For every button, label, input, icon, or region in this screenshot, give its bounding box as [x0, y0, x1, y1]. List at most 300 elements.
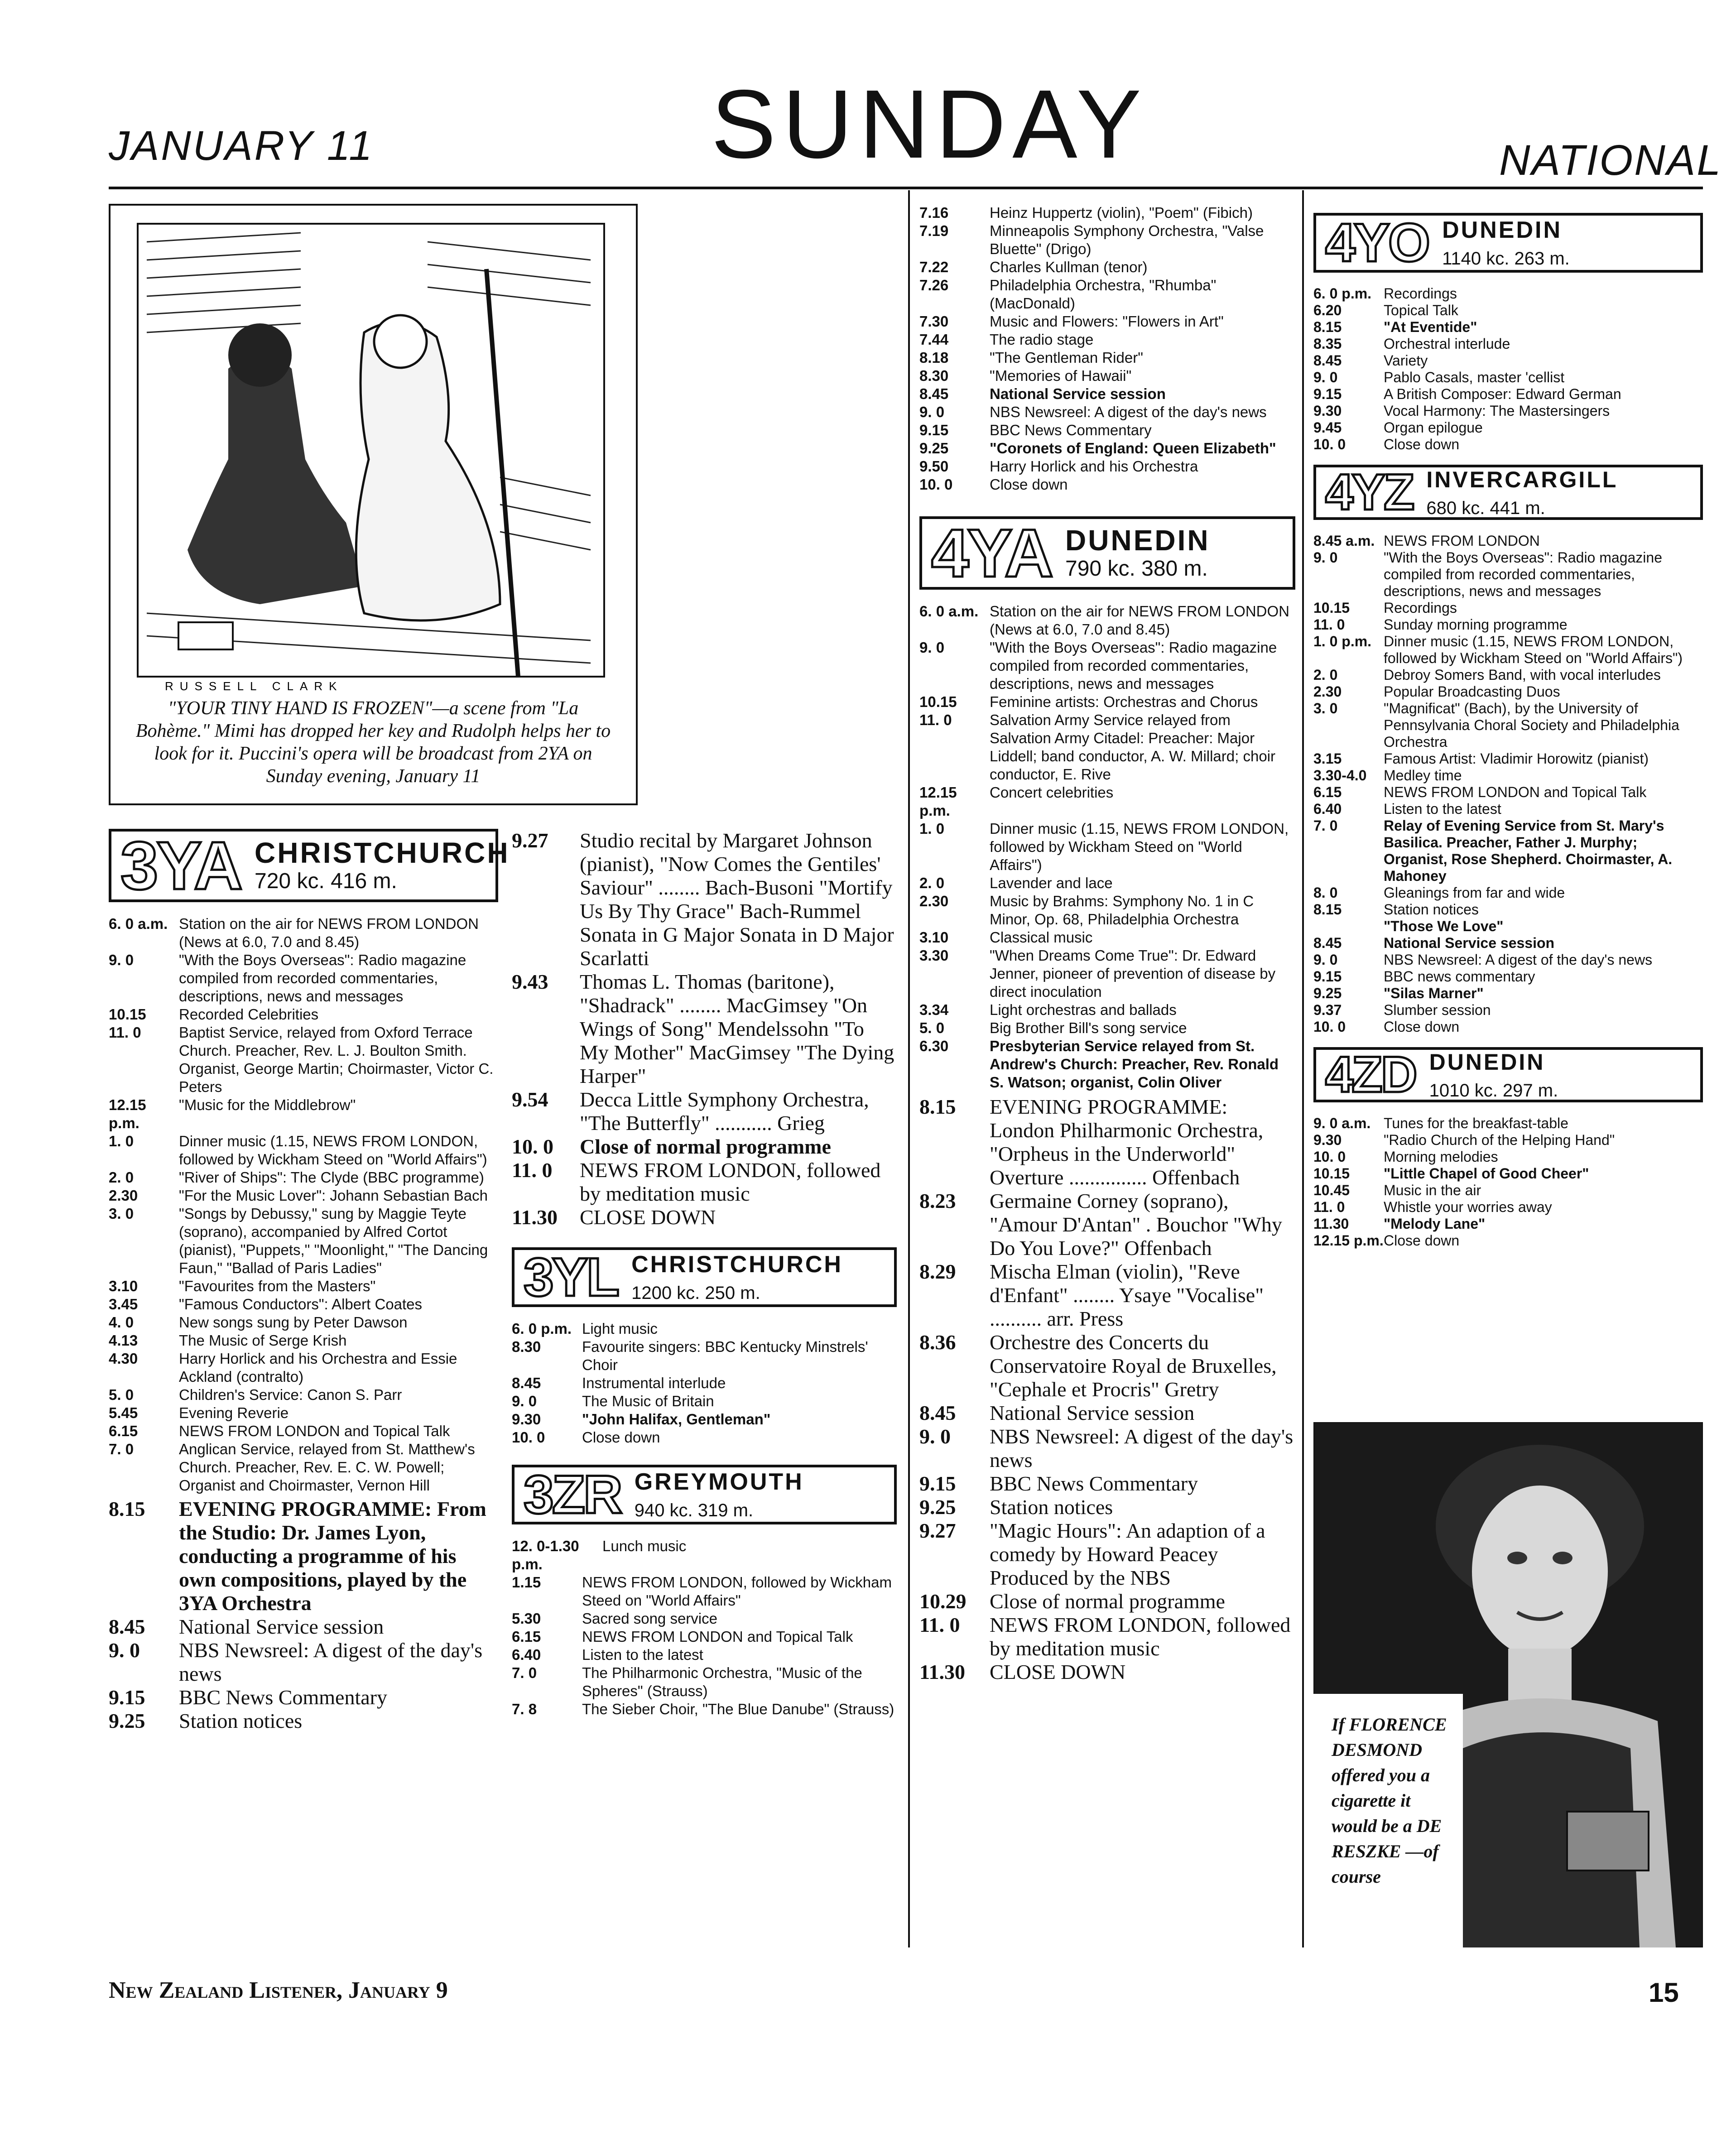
station-box-4yz — [1313, 465, 1703, 520]
station-name: DUNEDIN — [1065, 524, 1210, 557]
entry-text: Vocal Harmony: The Mastersingers — [1384, 403, 1610, 419]
schedule-entry — [109, 1497, 498, 1615]
schedule-entry — [1313, 436, 1703, 453]
entry-time: 9.15 — [1313, 968, 1342, 985]
schedule-entry — [1313, 352, 1703, 369]
entry-text: Listen to the latest — [1384, 801, 1501, 817]
page-day-title: SUNDAY — [711, 69, 1148, 178]
entry-time: 6.15 — [109, 1423, 138, 1439]
entry-time: 4.13 — [109, 1332, 138, 1349]
station-callsign: 3ZR — [524, 1464, 621, 1525]
entry-text: National Service session — [990, 385, 1166, 402]
entry-text: Recordings — [1384, 600, 1457, 616]
entry-text: Music in the air — [1384, 1182, 1481, 1198]
entry-time: 2. 0 — [919, 875, 945, 891]
schedule-entry — [512, 1573, 897, 1610]
entry-time: 9. 0 — [919, 404, 945, 420]
entry-time: 9.27 — [919, 1519, 956, 1542]
schedule-list — [512, 1320, 897, 1447]
schedule-entry — [109, 1709, 498, 1733]
entry-time: 9.43 — [512, 970, 548, 993]
entry-time: 1. 0 p.m. — [1313, 633, 1372, 649]
entry-text: NEWS FROM LONDON, followed by Wickham Steed on "World Affairs" — [582, 1574, 892, 1609]
schedule-entry — [512, 1320, 897, 1338]
entry-time: 9.45 — [1313, 419, 1342, 436]
station-frequency: 1200 kc. 250 m. — [631, 1283, 760, 1303]
entry-text: EVENING PROGRAMME: From the Studio: Dr. James Lyon, conducting a programme of his own compositions, played by the 3YA Orchestra — [179, 1497, 486, 1615]
entry-text: Lunch music — [602, 1538, 687, 1554]
entry-time: 3.10 — [109, 1278, 138, 1294]
caption-title: "YOUR TINY HAND IS FROZEN" — [168, 698, 433, 719]
schedule-entry — [1313, 616, 1703, 633]
schedule-entry — [109, 1277, 498, 1295]
entry-text: "Little Chapel of Good Cheer" — [1384, 1165, 1589, 1182]
schedule-entry — [1313, 952, 1703, 968]
schedule-entry — [109, 1313, 498, 1332]
entry-text: Organ epilogue — [1384, 419, 1483, 436]
entry-text: Debroy Somers Band, with vocal interludes — [1384, 667, 1661, 683]
entry-text: NBS Newsreel: A digest of the day's news — [179, 1639, 483, 1685]
entry-time: 6. 0 a.m. — [109, 915, 168, 932]
schedule-entry — [512, 1700, 897, 1718]
entry-text: "Memories of Hawaii" — [990, 367, 1132, 384]
entry-text: Feminine artists: Orchestras and Chorus — [990, 693, 1258, 710]
schedule-entry — [109, 1168, 498, 1187]
schedule-entry — [919, 1660, 1295, 1684]
schedule-entry — [109, 1295, 498, 1313]
entry-time: 6.30 — [919, 1038, 949, 1054]
schedule-entry — [919, 385, 1295, 403]
entry-time: 8.15 — [109, 1497, 145, 1520]
schedule-entry — [1313, 683, 1703, 700]
entry-text: Big Brother Bill's song service — [990, 1019, 1187, 1036]
entry-time: 3.34 — [919, 1001, 949, 1018]
station-name: DUNEDIN — [1442, 217, 1563, 243]
schedule-entry — [919, 476, 1295, 494]
schedule-entry — [1313, 336, 1703, 352]
entry-text: Gleanings from far and wide — [1384, 885, 1565, 901]
schedule-entry — [919, 874, 1295, 892]
edition-label: NATIONAL — [1499, 136, 1722, 184]
schedule-entry — [1313, 403, 1703, 419]
entry-text: Station notices — [990, 1495, 1113, 1519]
schedule-entry — [1313, 1115, 1703, 1132]
illustration-caption — [111, 697, 636, 788]
entry-time: 8.18 — [919, 349, 949, 366]
station-name: INVERCARGILL — [1426, 467, 1618, 492]
entry-text: Dinner music (1.15, NEWS FROM LONDON, followed by Wickham Steed on "World Affairs") — [1384, 633, 1683, 666]
schedule-entry — [919, 1260, 1295, 1331]
entry-text: Thomas L. Thomas (baritone), "Shadrack" ........ MacGimsey "On Wings of Song" Mendelssohn "To My Mother" MacGimsey "The Dying Harper" — [580, 970, 894, 1087]
entry-time: 11. 0 — [1313, 1199, 1345, 1215]
station-name: CHRISTCHURCH — [631, 1251, 843, 1278]
schedule-entry — [109, 1332, 498, 1350]
entry-text: The Philharmonic Orchestra, "Music of the Spheres" (Strauss) — [582, 1664, 862, 1699]
entry-time: 2.30 — [109, 1187, 138, 1204]
entry-time: 7.30 — [919, 313, 949, 330]
entry-text: "At Eventide" — [1384, 319, 1477, 335]
entry-text: Light orchestras and ballads — [990, 1001, 1177, 1018]
schedule-entry — [512, 1374, 897, 1392]
entry-time: 11.30 — [512, 1206, 558, 1229]
schedule-entry — [512, 1338, 897, 1374]
schedule-list — [1313, 1115, 1703, 1249]
entry-text: NEWS FROM LONDON, followed by meditation music — [990, 1613, 1291, 1660]
schedule-entry — [1313, 885, 1703, 901]
schedule-entry — [109, 1024, 498, 1096]
schedule-entry — [919, 892, 1295, 928]
schedule-list — [512, 1537, 897, 1718]
entry-text: The Sieber Choir, "The Blue Danube" (Strauss) — [582, 1701, 894, 1717]
entry-time: 10.15 — [919, 693, 957, 710]
entry-time: 6.15 — [512, 1628, 541, 1645]
entry-text: NBS Newsreel: A digest of the day's news — [1384, 952, 1653, 968]
schedule-entry — [919, 331, 1295, 349]
entry-text: Baptist Service, relayed from Oxford Terrace Church. Preacher, Rev. L. J. Boulton Smith. Organist, George Martin; Choirmaster, Victor C. Peters — [179, 1024, 494, 1095]
column-3ya — [109, 827, 510, 1733]
entry-text: Recordings — [1384, 285, 1457, 302]
schedule-entry — [512, 1646, 897, 1664]
entry-time: 6.20 — [1313, 302, 1342, 318]
schedule-entry — [919, 457, 1295, 476]
entry-text: Instrumental interlude — [582, 1375, 726, 1391]
entry-time: 3. 0 — [1313, 700, 1338, 716]
entry-text: "Coronets of England: Queen Elizabeth" — [990, 440, 1276, 457]
schedule-entry — [1313, 1149, 1703, 1165]
entry-time: 2. 0 — [109, 1169, 134, 1186]
schedule-entry — [1313, 1165, 1703, 1182]
entry-time: 9. 0 — [512, 1393, 537, 1409]
entry-text: Pablo Casals, master 'cellist — [1384, 369, 1565, 385]
entry-time: 8.45 — [1313, 352, 1342, 369]
station-frequency: 1140 kc. 263 m. — [1442, 249, 1570, 269]
entry-text: Close down — [1384, 1232, 1460, 1249]
entry-time: 8.45 — [919, 385, 949, 402]
3ya-continued-list — [512, 829, 897, 1229]
entry-time: 8.30 — [919, 367, 949, 384]
schedule-entry — [1313, 319, 1703, 336]
entry-time: 7.26 — [919, 277, 949, 293]
entry-time: 8.15 — [1313, 901, 1342, 918]
entry-text: "Those We Love" — [1384, 918, 1504, 934]
entry-text: Morning melodies — [1384, 1149, 1498, 1165]
entry-text: BBC News Commentary — [990, 1472, 1198, 1495]
schedule-entry — [1313, 968, 1703, 985]
entry-text: "Music for the Middlebrow" — [179, 1096, 356, 1113]
entry-text: Orchestral interlude — [1384, 336, 1510, 352]
schedule-entry — [1313, 667, 1703, 683]
entry-text: Light music — [582, 1320, 658, 1337]
entry-text: Station on the air for NEWS FROM LONDON (News at 6.0, 7.0 and 8.45) — [990, 603, 1290, 638]
entry-time: 11. 0 — [919, 712, 952, 728]
schedule-entry — [919, 1519, 1295, 1590]
entry-time: 9.25 — [919, 1495, 956, 1519]
entry-text: Dinner music (1.15, NEWS FROM LONDON, followed by Wickham Steed on "World Affairs") — [179, 1133, 487, 1168]
entry-time: 9. 0 — [1313, 549, 1338, 566]
schedule-entry — [1313, 285, 1703, 302]
schedule-entry — [512, 1206, 897, 1229]
entry-text: CLOSE DOWN — [580, 1206, 716, 1229]
entry-text: Studio recital by Margaret Johnson (pianist), "Now Comes the Gentiles' Saviour" ........ Bach-Busoni "Mortify Us By Thy Grace" Bach-Rummel Sonata in G Major Sonata in D Major Scarlatti — [580, 829, 894, 970]
entry-text: NEWS FROM LONDON and Topical Talk — [582, 1628, 853, 1645]
artist-signature: RUSSELL CLARK — [165, 679, 343, 693]
cigarette-advert — [1313, 1422, 1703, 1947]
entry-text: Close down — [990, 476, 1068, 493]
schedule-entry — [919, 1331, 1295, 1401]
entry-text: "The Gentleman Rider" — [990, 349, 1143, 366]
entry-time: 10. 0 — [512, 1135, 553, 1158]
entry-text: BBC News Commentary — [179, 1686, 387, 1709]
entry-text: Relay of Evening Service from St. Mary's Basilica. Preacher, Father J. Murphy; Organist, Rose Shepherd. Choirmaster, A. Mahoney — [1384, 817, 1673, 884]
entry-text: "River of Ships": The Clyde (BBC programme) — [179, 1169, 484, 1186]
schedule-entry — [919, 1095, 1295, 1189]
schedule-entry — [919, 602, 1295, 639]
entry-time: 9. 0 — [919, 639, 945, 656]
entry-time: 8.45 — [109, 1615, 145, 1638]
schedule-entry — [919, 439, 1295, 457]
entry-text: Children's Service: Canon S. Parr — [179, 1386, 402, 1403]
entry-time: 10.15 — [1313, 1165, 1350, 1182]
schedule-entry — [109, 1386, 498, 1404]
schedule-entry — [919, 1590, 1295, 1613]
entry-time: 9.25 — [109, 1709, 145, 1732]
schedule-entry — [1313, 302, 1703, 319]
entry-time: 12. 0-1.30 p.m. — [512, 1538, 579, 1572]
entry-time: 7. 8 — [512, 1701, 537, 1717]
entry-text: National Service session — [1384, 935, 1555, 951]
schedule-entry — [1313, 1182, 1703, 1199]
entry-time: 6. 0 p.m. — [512, 1320, 572, 1337]
entry-text: "John Halifax, Gentleman" — [582, 1411, 771, 1428]
entry-text: Music by Brahms: Symphony No. 1 in C Minor, Op. 68, Philadelphia Orchestra — [990, 893, 1254, 928]
entry-text: "Silas Marner" — [1384, 985, 1484, 1001]
3zr-continued-list — [919, 204, 1295, 494]
entry-text: Close down — [1384, 1019, 1460, 1035]
entry-text: NEWS FROM LONDON and Topical Talk — [1384, 784, 1647, 800]
entry-text: The radio stage — [990, 331, 1094, 348]
schedule-entry — [919, 258, 1295, 276]
schedule-entry — [512, 1664, 897, 1700]
entry-text: Mischa Elman (violin), "Reve d'Enfant" ........ Ysaye "Vocalise" .......... arr. Press — [990, 1260, 1264, 1330]
entry-text: NBS Newsreel: A digest of the day's news — [990, 1425, 1294, 1471]
station-callsign: 4YO — [1325, 212, 1429, 273]
header-rule — [109, 187, 1703, 189]
entry-time: 8.45 a.m. — [1313, 533, 1375, 549]
entry-text: Heinz Huppertz (violin), "Poem" (Fibich) — [990, 204, 1253, 221]
entry-text: Harry Horlick and his Orchestra and Essie Ackland (contralto) — [179, 1350, 457, 1385]
entry-time: 5.30 — [512, 1610, 541, 1627]
entry-time: 10.15 — [1313, 600, 1350, 616]
entry-text: NBS Newsreel: A digest of the day's news — [990, 404, 1267, 420]
entry-time: 9. 0 — [919, 1425, 951, 1448]
schedule-entry — [109, 1422, 498, 1440]
entry-time: 8. 0 — [1313, 885, 1338, 901]
entry-time: 8.15 — [919, 1095, 956, 1118]
entry-time: 9. 0 — [109, 952, 134, 968]
schedule-entry — [1313, 633, 1703, 667]
entry-text: Close of normal programme — [580, 1135, 831, 1158]
entry-text: The Music of Britain — [582, 1393, 714, 1409]
schedule-entry — [1313, 700, 1703, 750]
schedule-entry — [109, 951, 498, 1005]
schedule-list — [919, 602, 1295, 1091]
schedule-entry — [1313, 767, 1703, 784]
entry-text: NEWS FROM LONDON — [1384, 533, 1540, 549]
station-name: CHRISTCHURCH — [255, 837, 510, 869]
schedule-entry — [919, 1037, 1295, 1091]
entry-time: 8.15 — [1313, 319, 1342, 335]
opera-scene-drawing — [111, 206, 632, 695]
entry-time: 9. 0 — [1313, 952, 1338, 968]
entry-text: "Melody Lane" — [1384, 1216, 1486, 1232]
schedule-entry — [1313, 985, 1703, 1002]
schedule-entry — [919, 693, 1295, 711]
issue-date: JANUARY 11 — [109, 123, 374, 169]
entry-time: 11.30 — [1313, 1216, 1349, 1232]
entry-time: 11. 0 — [109, 1024, 141, 1041]
schedule-entry — [919, 784, 1295, 820]
station-callsign: 4ZD — [1325, 1046, 1416, 1103]
schedule-entry — [919, 403, 1295, 421]
entry-text: Anglican Service, relayed from St. Matthew's Church. Preacher, Rev. E. C. W. Powell; Organist and Choirmaster, Vernon Hill — [179, 1441, 475, 1494]
caption-body: —a scene from "La Bohème." Mimi has dropped her key and Rudolph helps her to look for it. Puccini's opera will be broadcast from 2YA on Sunday evening, January 11 — [135, 698, 611, 787]
schedule-entry — [512, 1610, 897, 1628]
entry-time: 8.45 — [1313, 935, 1342, 951]
entry-text: Tunes for the breakfast-table — [1384, 1115, 1568, 1131]
page-number: 15 — [1649, 1977, 1679, 2008]
entry-time: 9.15 — [919, 1472, 956, 1495]
schedule-entry — [919, 711, 1295, 784]
entry-time: 7.16 — [919, 204, 949, 221]
entry-text: Favourite singers: BBC Kentucky Minstrels' Choir — [582, 1338, 868, 1373]
entry-text: National Service session — [990, 1401, 1195, 1424]
entry-time: 9.30 — [1313, 1132, 1342, 1148]
entry-time: 11. 0 — [512, 1159, 553, 1182]
schedule-entry — [512, 1410, 897, 1428]
entry-time: 9.30 — [1313, 403, 1342, 419]
schedule-entry — [919, 204, 1295, 222]
schedule-entry — [109, 1005, 498, 1024]
schedule-entry — [919, 276, 1295, 313]
station-callsign: 3YA — [120, 827, 241, 904]
entry-text: Music and Flowers: "Flowers in Art" — [990, 313, 1224, 330]
column-3 — [919, 204, 1295, 1684]
station-name: DUNEDIN — [1429, 1049, 1545, 1075]
schedule-entry — [919, 820, 1295, 874]
entry-time: 7.44 — [919, 331, 949, 348]
entry-text: Station notices — [179, 1709, 303, 1732]
schedule-entry — [512, 1628, 897, 1646]
schedule-entry — [919, 1189, 1295, 1260]
entry-time: 10.45 — [1313, 1182, 1350, 1198]
entry-time: 3.30-4.0 — [1313, 767, 1367, 784]
entry-time: 9.25 — [919, 440, 949, 457]
station-frequency: 680 kc. 441 m. — [1426, 498, 1545, 518]
schedule-list — [109, 915, 498, 1495]
entry-time: 8.35 — [1313, 336, 1342, 352]
entry-text: Popular Broadcasting Duos — [1384, 683, 1560, 700]
entry-time: 2.30 — [919, 893, 949, 909]
entry-text: Variety — [1384, 352, 1428, 369]
schedule-entry — [512, 1159, 897, 1206]
entry-time — [1313, 918, 1384, 935]
entry-time: 3.45 — [109, 1296, 138, 1313]
entry-text: "Magic Hours": An adaption of a comedy by Howard Peacey Produced by the NBS — [990, 1519, 1265, 1589]
entry-time: 8.23 — [919, 1189, 956, 1212]
entry-time: 11. 0 — [919, 1613, 960, 1636]
entry-text: Presbyterian Service relayed from St. Andrew's Church: Preacher, Rev. Ronald S. Watson; organist, Colin Oliver — [990, 1038, 1279, 1091]
entry-time: 10.15 — [109, 1006, 146, 1023]
entry-time: 7.19 — [919, 222, 949, 239]
schedule-entry — [1313, 1132, 1703, 1149]
entry-time: 1. 0 — [919, 820, 945, 837]
entry-time: 10.29 — [919, 1590, 967, 1613]
schedule-entry — [109, 1350, 498, 1386]
station-callsign: 4YA — [931, 515, 1052, 591]
opera-illustration — [109, 204, 638, 805]
evening-programme-list — [109, 1497, 498, 1733]
entry-text: Dinner music (1.15, NEWS FROM LONDON, followed by Wickham Steed on "World Affairs") — [990, 820, 1289, 873]
evening-programme-list — [919, 1095, 1295, 1684]
entry-time: 5. 0 — [109, 1386, 134, 1403]
entry-text: "Songs by Debussy," sung by Maggie Teyte (soprano), accompanied by Alfred Cortot (pianist), "Puppets," "Moonlight," "The Dancing Faun," "Ballad of Paris Ladies" — [179, 1205, 488, 1276]
entry-text: "For the Music Lover": Johann Sebastian Bach — [179, 1187, 488, 1204]
schedule-entry — [109, 1615, 498, 1639]
schedule-entry — [109, 1205, 498, 1277]
entry-text: Famous Artist: Vladimir Horowitz (pianist) — [1384, 750, 1649, 767]
entry-time: 3.30 — [919, 947, 949, 964]
schedule-entry — [1313, 750, 1703, 767]
entry-text: "With the Boys Overseas": Radio magazine compiled from recorded commentaries, descriptions, news and messages — [990, 639, 1277, 692]
schedule-entry — [1313, 386, 1703, 403]
schedule-entry — [919, 313, 1295, 331]
entry-time: 5. 0 — [919, 1019, 945, 1036]
schedule-entry — [919, 639, 1295, 693]
entry-text: Sacred song service — [582, 1610, 717, 1627]
entry-text: Evening Reverie — [179, 1404, 289, 1421]
schedule-entry — [109, 1404, 498, 1422]
entry-time: 3.15 — [1313, 750, 1342, 767]
schedule-entry — [1313, 369, 1703, 386]
schedule-entry — [1313, 918, 1703, 935]
station-frequency: 1010 kc. 297 m. — [1429, 1081, 1558, 1101]
schedule-entry — [109, 1187, 498, 1205]
station-frequency: 790 kc. 380 m. — [1065, 557, 1208, 581]
schedule-entry — [512, 829, 897, 970]
entry-text: BBC News Commentary — [990, 422, 1152, 438]
entry-time: 9. 0 a.m. — [1313, 1115, 1371, 1131]
entry-text: "Favourites from the Masters" — [179, 1278, 376, 1294]
entry-time: 8.29 — [919, 1260, 956, 1283]
column-4 — [1313, 213, 1703, 1249]
schedule-entry — [919, 1019, 1295, 1037]
schedule-entry — [109, 915, 498, 951]
station-box-4zd — [1313, 1047, 1703, 1102]
entry-time: 10. 0 — [512, 1429, 545, 1446]
entry-text: NEWS FROM LONDON and Topical Talk — [179, 1423, 450, 1439]
station-box-3yl — [512, 1247, 897, 1307]
entry-time: 6.40 — [512, 1646, 541, 1663]
entry-text: Harry Horlick and his Orchestra — [990, 458, 1198, 475]
entry-text: "Radio Church of the Helping Hand" — [1384, 1132, 1615, 1148]
entry-time: 6.15 — [1313, 784, 1342, 800]
entry-text: Sunday morning programme — [1384, 616, 1568, 633]
entry-time: 9.25 — [1313, 985, 1342, 1001]
entry-time: 6. 0 p.m. — [1313, 285, 1372, 302]
station-callsign: 3YL — [524, 1247, 618, 1308]
entry-time: 1.15 — [512, 1574, 541, 1591]
entry-time: 2. 0 — [1313, 667, 1338, 683]
